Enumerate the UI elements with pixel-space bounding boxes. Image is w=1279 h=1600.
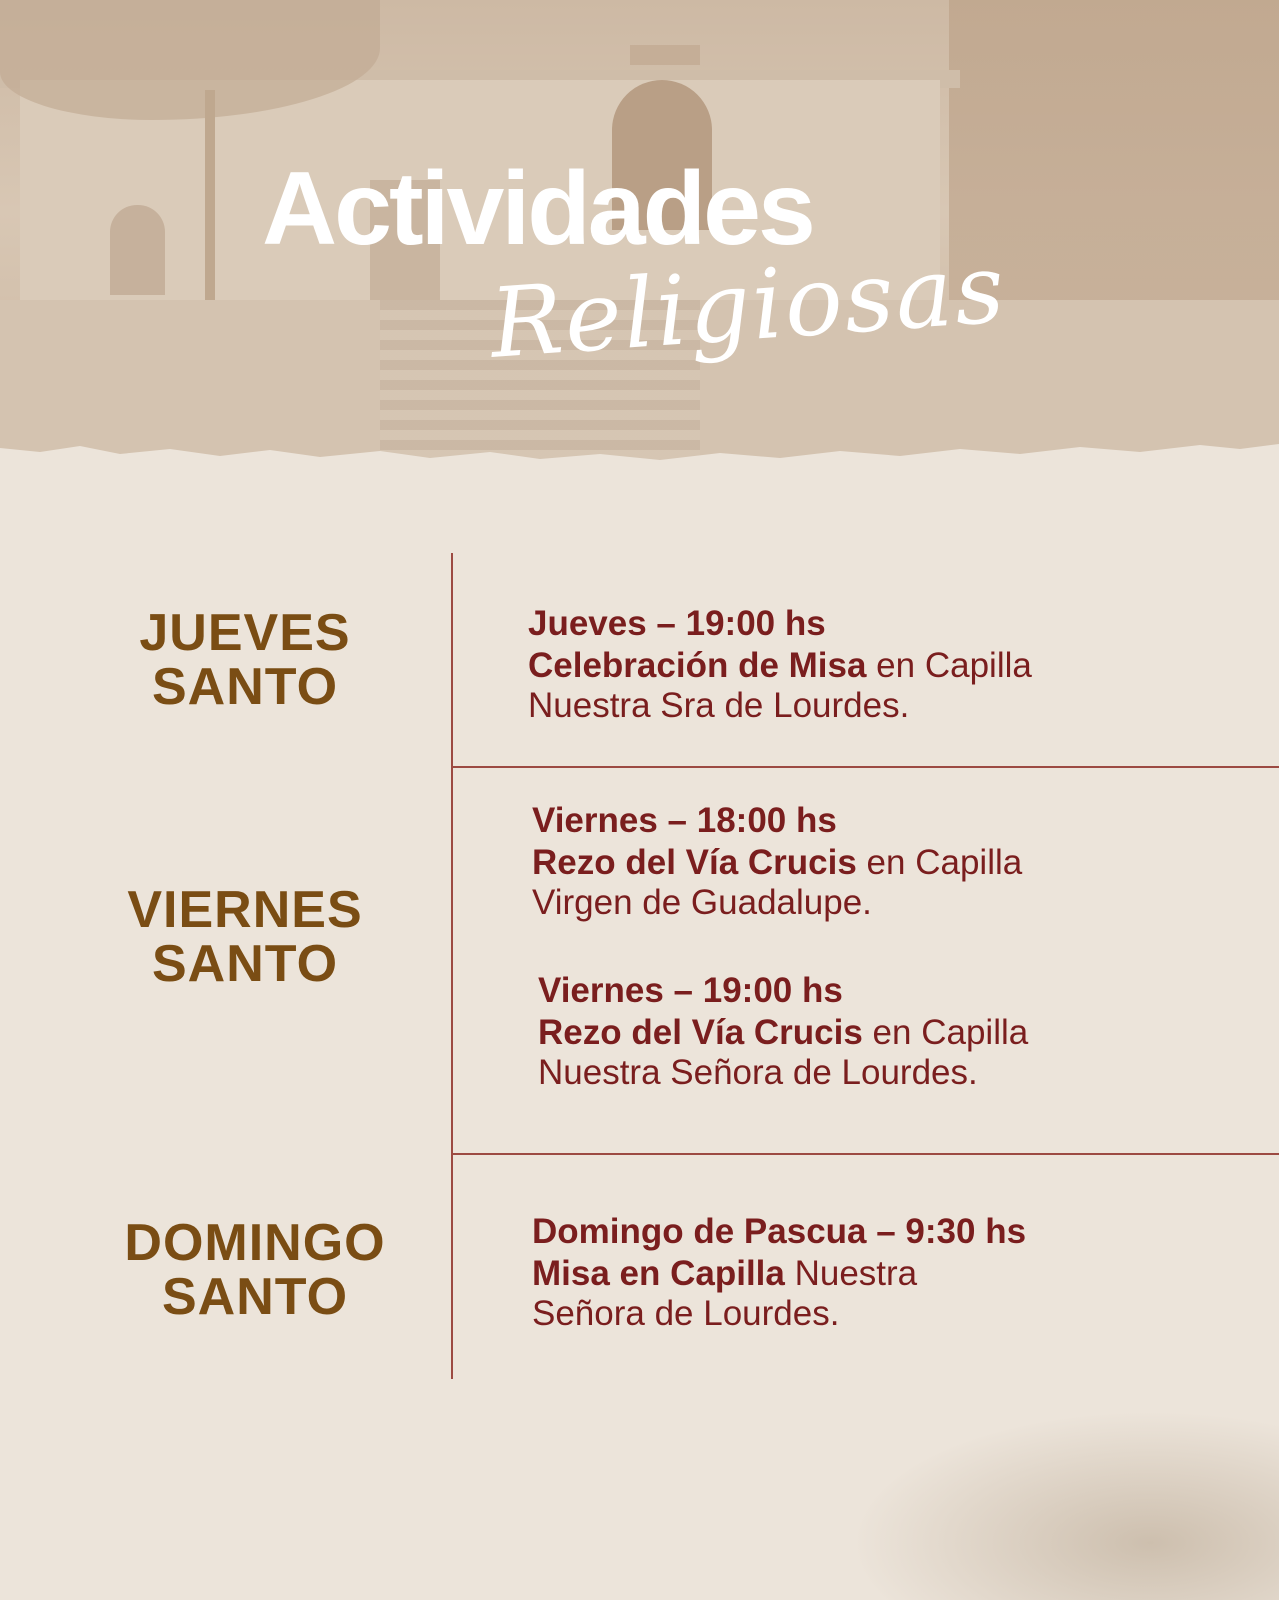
- day-label-jueves-santo: [95, 606, 395, 714]
- day-label-line: VIERNES: [127, 881, 363, 939]
- event-place: en Capilla: [856, 843, 1023, 882]
- event-activity: Rezo del Vía Crucis: [532, 843, 857, 882]
- event-place-line: Virgen de Guadalupe.: [532, 883, 872, 922]
- event-viernes-via-crucis-2: [538, 969, 1028, 1093]
- day-label-line: SANTO: [151, 658, 339, 716]
- day-label-line: SANTO: [151, 935, 339, 993]
- event-activity: Celebración de Misa: [528, 646, 867, 685]
- schedule-row-divider: [451, 1153, 1279, 1155]
- event-activity: Misa en Capilla: [532, 1254, 785, 1293]
- event-time: Viernes – 18:00 hs: [532, 801, 837, 840]
- event-domingo-misa: [532, 1210, 1026, 1334]
- event-activity: Rezo del Vía Crucis: [538, 1013, 863, 1052]
- event-place-line: Nuestra Sra de Lourdes.: [528, 686, 910, 725]
- paper-stain: [850, 1410, 1279, 1600]
- torn-paper-edge: [0, 430, 1279, 490]
- event-place-line: Señora de Lourdes.: [532, 1294, 840, 1333]
- event-jueves-misa: [528, 602, 1032, 726]
- event-place: en Capilla: [862, 1013, 1029, 1052]
- church-cross: [630, 45, 700, 65]
- page-subtitle-script: Religiosas: [486, 232, 1010, 380]
- event-description: [532, 1254, 1026, 1294]
- church-window: [110, 205, 165, 295]
- schedule-row-divider: [451, 766, 1279, 768]
- event-description: [538, 1013, 1028, 1053]
- day-label-line: JUEVES: [139, 604, 351, 662]
- event-description: [528, 646, 1032, 686]
- flag-pole: [205, 90, 215, 300]
- event-place: Nuestra: [784, 1254, 918, 1293]
- event-viernes-via-crucis-1: [532, 799, 1022, 923]
- day-label-domingo-santo: [105, 1216, 405, 1324]
- event-description: [532, 843, 1022, 883]
- page-title: Actividades: [262, 151, 813, 267]
- day-label-viernes-santo: [95, 883, 395, 991]
- event-time: Jueves – 19:00 hs: [528, 604, 826, 643]
- event-time: Viernes – 19:00 hs: [538, 971, 843, 1010]
- event-place-line: Nuestra Señora de Lourdes.: [538, 1053, 978, 1092]
- event-time: Domingo de Pascua – 9:30 hs: [532, 1212, 1027, 1251]
- event-place: en Capilla: [866, 646, 1032, 685]
- day-label-line: SANTO: [161, 1268, 349, 1326]
- day-label-line: DOMINGO: [124, 1214, 386, 1272]
- schedule-vertical-divider: [451, 553, 453, 1379]
